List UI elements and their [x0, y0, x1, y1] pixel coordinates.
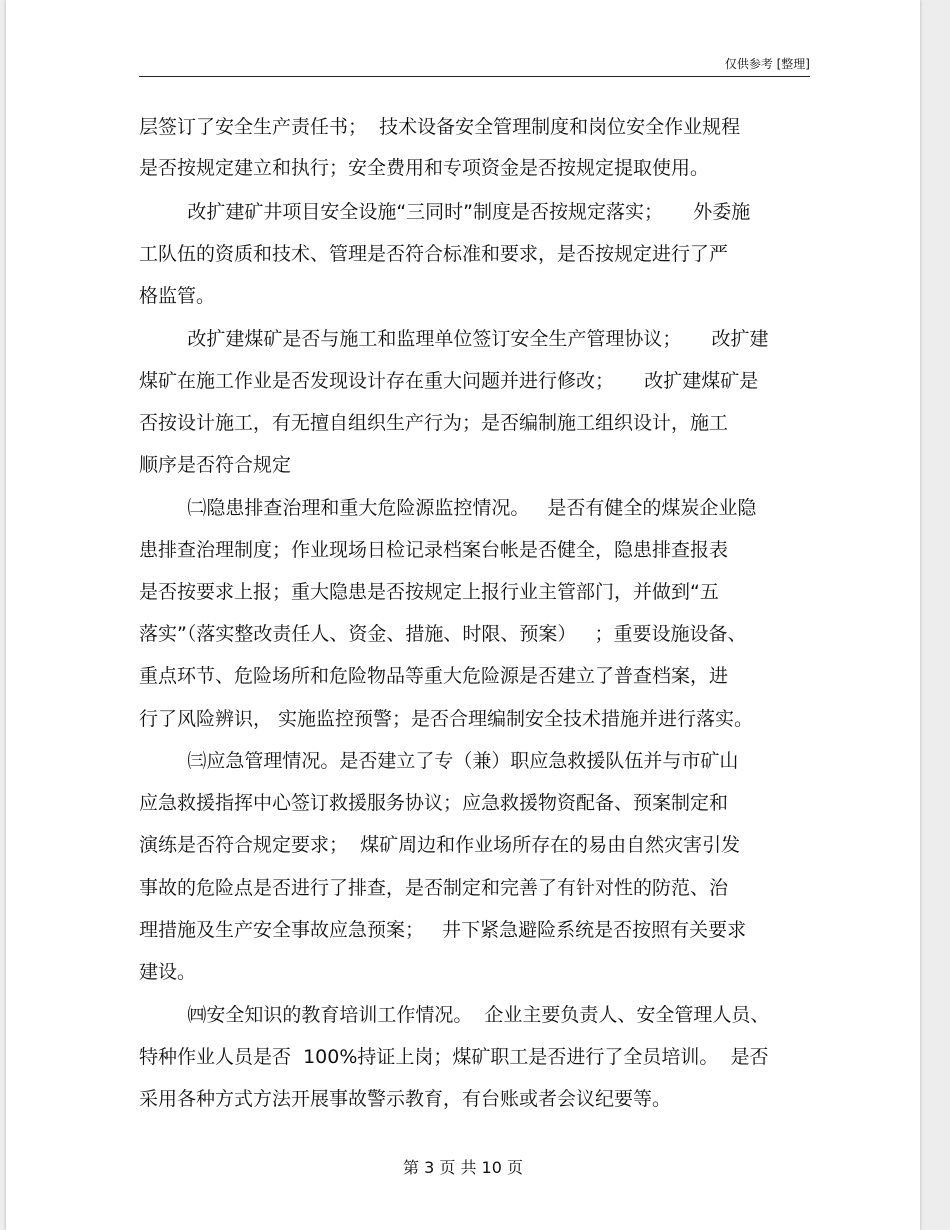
header-note: 仅供参考 [整理] [724, 57, 810, 71]
text-line: ㈡隐患排查治理和重大危险源监控情况。 是否有健全的煤炭企业隐 [139, 497, 757, 519]
text-line: 行了风险辨识， 实施监控预警；是否合理编制安全技术措施并进行落实。 [139, 708, 754, 730]
text-line: 格监管。 [139, 285, 216, 307]
text-line: 改扩建矿井项目安全设施“三同时”制度是否按规定落实； 外委施 [139, 201, 751, 223]
text-line: 煤矿在施工作业是否发现设计存在重大问题并进行修改； 改扩建煤矿是 [139, 370, 759, 392]
document-page [6, 0, 920, 1230]
text-line: 落实”（落实整改责任人、资金、措施、时限、预案） ；重要设施设备、 [139, 623, 747, 645]
text-line: 重点环节、危险场所和危险物品等重大危险源是否建立了普查档案，进 [139, 665, 729, 687]
text-line: 理措施及生产安全事故应急预案； 井下紧急避险系统是否按照有关要求 [139, 919, 747, 941]
text-line: 层签订了安全生产责任书； 技术设备安全管理制度和岗位安全作业规程 [139, 116, 741, 138]
text-line: 否按设计施工，有无擅自组织生产行为；是否编制施工组织设计，施工 [139, 412, 729, 434]
text-line: 事故的危险点是否进行了排查，是否制定和完善了有针对性的防范、治 [139, 877, 729, 899]
text-line: 应急救援指挥中心签订救援服务协议；应急救援物资配备、预案制定和 [139, 792, 729, 814]
text-line: 工队伍的资质和技术、管理是否符合标准和要求，是否按规定进行了严 [139, 243, 729, 265]
text-line: 顺序是否符合规定 [139, 454, 292, 476]
text-line: ㈣安全知识的教育培训工作情况。 企业主要负责人、安全管理人员、 [139, 1004, 770, 1026]
text-line: 建设。 [139, 961, 197, 983]
text-line: 采用各种方式方法开展事故警示教育，有台账或者会议纪要等。 [139, 1088, 672, 1110]
text-line: ㈢应急管理情况。是否建立了专（兼）职应急救援队伍并与市矿山 [139, 750, 739, 772]
text-line: 是否按要求上报；重大隐患是否按规定上报行业主管部门，并做到“五 [139, 581, 719, 603]
text-line: 是否按规定建立和执行；安全费用和专项资金是否按规定提取使用。 [139, 157, 710, 179]
header-divider [139, 76, 810, 77]
text-line: 改扩建煤矿是否与施工和监理单位签订安全生产管理协议； 改扩建 [139, 328, 769, 350]
text-line: 患排查治理制度；作业现场日检记录档案台帐是否健全，隐患排查报表 [139, 539, 729, 561]
page-number: 第 3 页 共 10 页 [403, 1158, 523, 1177]
text-line: 演练是否符合规定要求； 煤矿周边和作业场所存在的易由自然灾害引发 [139, 834, 741, 856]
text-line: 特种作业人员是否 100%持证上岗；煤矿职工是否进行了全员培训。 是否 [139, 1046, 769, 1068]
